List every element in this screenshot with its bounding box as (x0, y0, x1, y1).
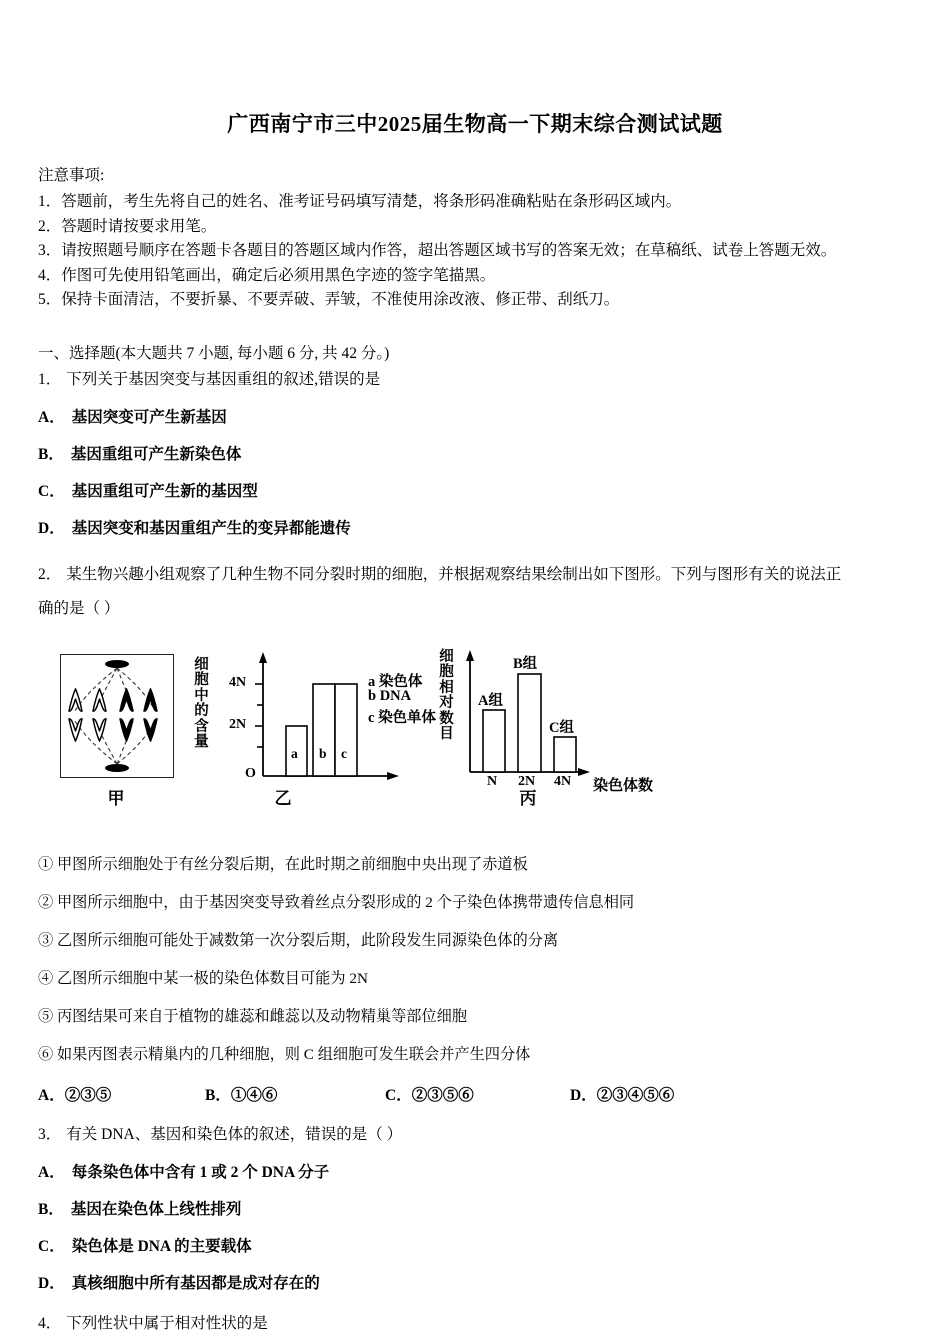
option-label: A． (38, 1086, 65, 1104)
option-text: 基因重组可产生新的基因型 (71, 482, 258, 500)
notice-item: 2．答题时请按要求用笔。 (38, 217, 217, 235)
option-b[interactable] (205, 1083, 385, 1105)
chromosome-filled-icon (142, 717, 159, 743)
statement-5: ⑤ 丙图结果可来自于植物的雄蕊和雌蕊以及动物精巢等部位细胞 (38, 1007, 468, 1025)
question-text-line2: 确的是（ ） (38, 599, 120, 617)
option-label: B． (38, 445, 64, 463)
option-label: C． (385, 1086, 412, 1104)
chromosome-filled-icon (118, 717, 135, 743)
option-text: 基因在染色体上线性排列 (70, 1200, 242, 1218)
option-label: A． (38, 1163, 65, 1181)
chart-bing-bar-label-c: C组 (549, 719, 574, 736)
question-stem (38, 1122, 914, 1147)
option-c[interactable] (38, 1236, 914, 1258)
chart-bing-xtick-2n: 2N (518, 773, 536, 789)
question-text: 下列关于基因突变与基因重组的叙述,错误的是 (66, 370, 381, 388)
question-3 (38, 1122, 914, 1295)
option-label: A． (38, 408, 65, 426)
question-stem (38, 558, 914, 592)
page-title: 广西南宁市三中2025届生物高一下期末综合测试试题 (227, 112, 723, 136)
questions-section (0, 313, 950, 1336)
question-number: 3． (38, 1125, 62, 1143)
chart-yi-legend-b (368, 688, 411, 705)
chart-yi-origin-label: O (245, 765, 256, 781)
statement-2: ② 甲图所示细胞中，由于基因突变导致着丝点分裂形成的 2 个子染色体携带遗传信息相同 (38, 893, 635, 911)
statement-1: ① 甲图所示细胞处于有丝分裂后期，在此时期之前细胞中央出现了赤道板 (38, 855, 528, 873)
option-label: D． (570, 1086, 597, 1104)
chart-bing-xlabel: 染色体数 (593, 777, 654, 794)
chart-bing (438, 648, 698, 798)
question-text: 下列性状中属于相对性状的是 (66, 1314, 268, 1332)
option-label: C． (38, 1237, 65, 1255)
option-label: B． (38, 1200, 64, 1218)
question-number: 4． (38, 1314, 62, 1332)
chromosome-filled-icon (142, 687, 159, 713)
option-c[interactable] (38, 481, 914, 503)
notice-item: 4．作图可先使用铅笔画出，确定后必须用黑色字迹的签字笔描黑。 (38, 266, 496, 284)
chromosome-outline-icon (91, 717, 108, 743)
chart-bing-bar-label-b: B组 (513, 655, 538, 672)
option-a[interactable] (38, 407, 914, 429)
question-2-options (38, 1083, 914, 1105)
option-label: D． (38, 519, 65, 537)
option-text: 每条染色体中含有 1 或 2 个 DNA 分子 (71, 1163, 330, 1181)
question-stem (38, 367, 914, 392)
figure-caption-bing: 丙 (519, 788, 537, 808)
option-a[interactable] (38, 1162, 914, 1184)
question-4 (38, 1311, 914, 1336)
notice-heading: 注意事项: (38, 167, 105, 184)
option-text: 基因突变可产生新基因 (71, 408, 227, 426)
legend-text: DNA (379, 687, 412, 704)
question-text-line1: 某生物兴趣小组观察了几种生物不同分裂时期的细胞，并根据观察结果绘制出如下图形。下列与图形有关的说法正 (66, 565, 842, 583)
question-stem (38, 1311, 914, 1336)
chromosome-outline-icon (67, 717, 84, 743)
option-c[interactable] (385, 1083, 570, 1105)
notice-item: 5．保持卡面清洁，不要折暴、不要弄破、弄皱，不准使用涂改液、修正带、刮纸刀。 (38, 291, 620, 308)
option-d[interactable] (38, 518, 914, 540)
chart-yi-bar-label-c: c (341, 745, 347, 761)
legend-key: a (368, 673, 376, 690)
chart-bing-xtick-4n: 4N (554, 773, 572, 789)
chromosome-filled-icon (118, 687, 135, 713)
chromosome-outline-icon (91, 687, 108, 713)
spindle-fibers-icon (61, 655, 173, 777)
option-d[interactable] (570, 1083, 674, 1105)
option-label: B． (205, 1086, 231, 1104)
option-label: C． (38, 482, 65, 500)
cell-diagram-jia (60, 654, 174, 778)
option-text: ②③④⑤⑥ (596, 1086, 675, 1104)
option-b[interactable] (38, 444, 914, 466)
chart-bing-xtick-n: N (487, 773, 498, 789)
question-2 (38, 558, 914, 1105)
option-text: 基因突变和基因重组产生的变异都能遗传 (71, 519, 351, 537)
question-stem-continued (38, 592, 914, 626)
chart-yi (193, 648, 448, 798)
statement-6: ⑥ 如果丙图表示精巢内的几种细胞，则 C 组细胞可发生联会并产生四分体 (38, 1045, 531, 1063)
option-d[interactable] (38, 1273, 914, 1295)
legend-key: b (368, 687, 377, 704)
question-1 (38, 367, 914, 540)
statement-3: ③ 乙图所示细胞可能处于减数第一次分裂后期，此阶段发生同源染色体的分离 (38, 931, 559, 949)
notice-item: 3．请按照题号顺序在答题卡各题目的答题区域内作答，超出答题区域书写的答案无效；在草稿纸、试卷上答题无效。 (38, 242, 837, 259)
question-2-figure (38, 648, 914, 838)
option-a[interactable] (38, 1083, 205, 1105)
option-text: ②③⑤⑥ (411, 1086, 474, 1104)
notice-section (0, 138, 950, 313)
legend-text: 染色体 (378, 673, 423, 690)
chart-yi-bar-label-a: a (291, 745, 298, 761)
question-number: 2． (38, 565, 62, 583)
option-text: 染色体是 DNA 的主要载体 (71, 1237, 252, 1255)
option-text: 基因重组可产生新染色体 (70, 445, 242, 463)
option-b[interactable] (38, 1199, 914, 1221)
option-text: ②③⑤ (64, 1086, 112, 1104)
chart-yi-ylabel: 细胞中的含量 (194, 656, 209, 750)
chart-bing-ylabel: 细胞相对数目 (439, 648, 454, 742)
legend-key: c (368, 709, 375, 726)
figure-caption-yi: 乙 (274, 788, 292, 808)
option-label: D． (38, 1274, 65, 1292)
legend-text: 染色单体 (378, 709, 437, 726)
notice-item: 1．答题前，考生先将自己的姓名、准考证号码填写清楚，将条形码准确粘贴在条形码区域内。 (38, 193, 682, 210)
section-heading: 一、选择题(本大题共 7 小题, 每小题 6 分, 共 42 分。) (38, 344, 390, 362)
chart-yi-bar-label-b: b (319, 745, 327, 761)
chromosome-outline-icon (67, 687, 84, 713)
chart-yi-legend-c (368, 706, 436, 727)
statement-4: ④ 乙图所示细胞中某一极的染色体数目可能为 2N (38, 969, 368, 987)
chart-yi-ytick-2n: 2N (229, 716, 247, 732)
question-text: 有关 DNA、基因和染色体的叙述，错误的是（ ） (66, 1125, 403, 1143)
question-number: 1． (38, 370, 62, 388)
option-text: ①④⑥ (230, 1086, 278, 1104)
chart-yi-ytick-4n: 4N (229, 674, 247, 690)
option-text: 真核细胞中所有基因都是成对存在的 (71, 1274, 320, 1292)
figure-caption-jia: 甲 (107, 788, 125, 808)
chart-bing-bar-label-a: A组 (478, 692, 503, 709)
